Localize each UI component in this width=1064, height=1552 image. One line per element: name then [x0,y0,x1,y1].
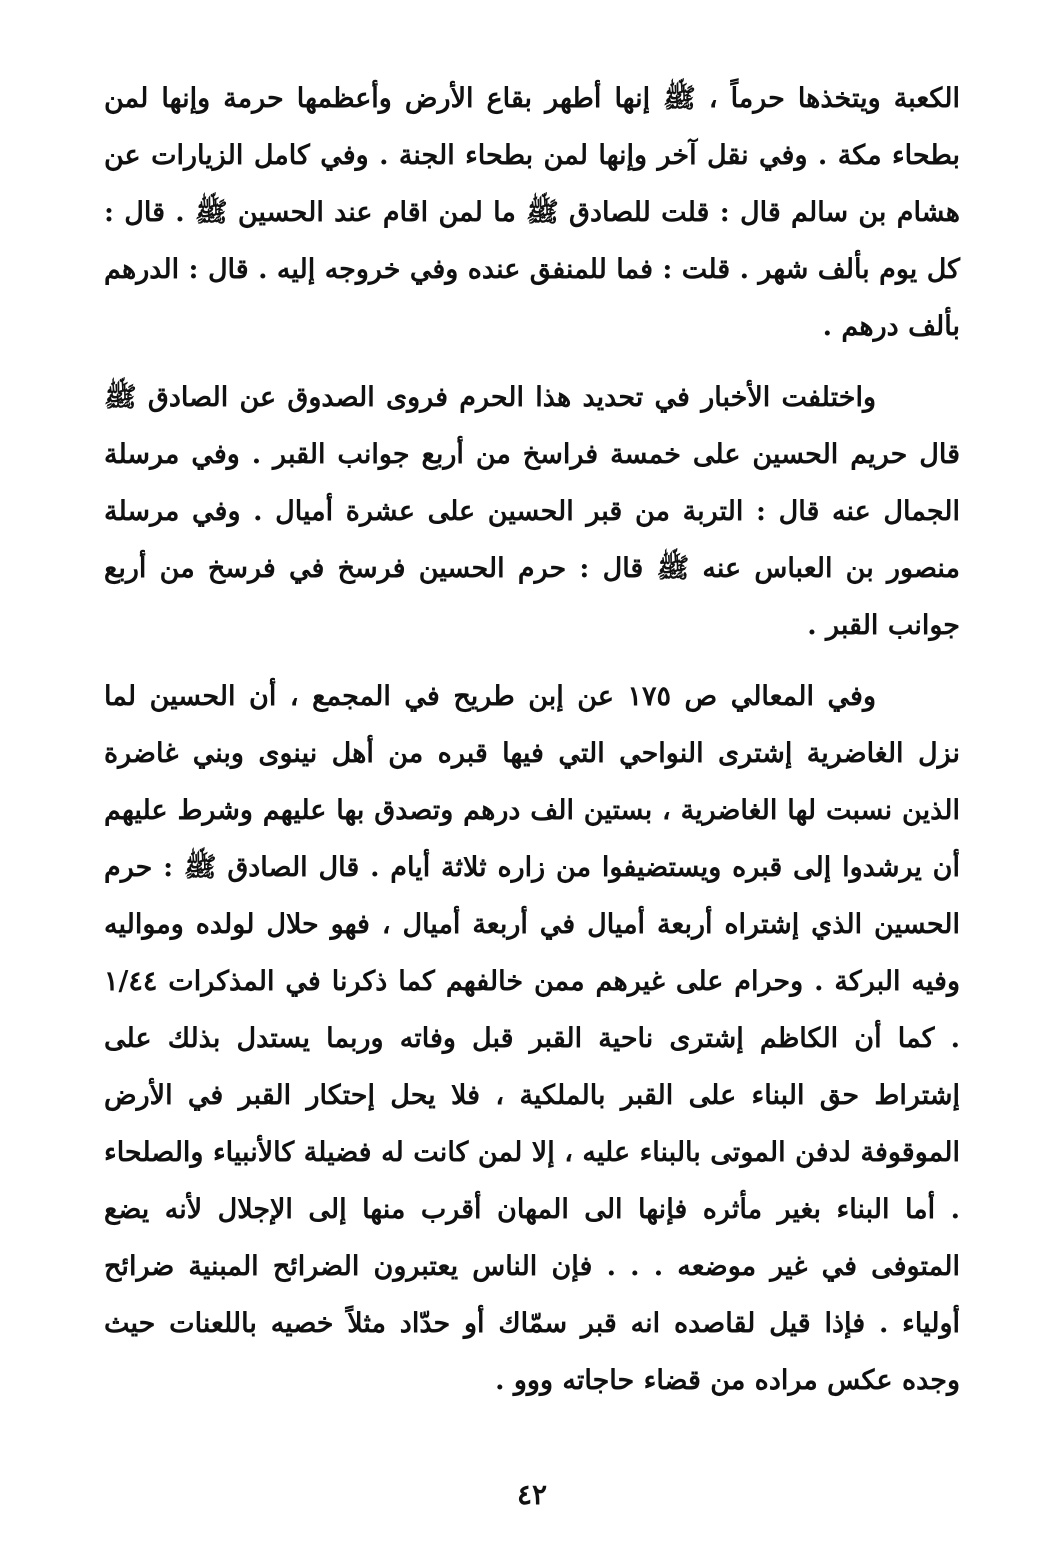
page-body [104,70,960,1423]
page-number: ٤٢ [516,1478,548,1511]
paragraph-1: الكعبة ويتخذها حرماً ، ﷺ إنها أطهر بقاع الأرض وأعظمها حرمة وإنها لمن بطحاء مكة . وفي نقل آخر وإنها لمن بطحاء الجنة . وفي كامل الزيارات عن هشام بن سالم قال : قلت للصادق ﷺ ما لمن اقام عند الحسين ﷺ . قال : كل يوم بألف شهر . قلت : فما للمنفق عنده وفي خروجه إليه . قال : الدرهم بألف درهم . [104,83,960,342]
paragraph-3: وفي المعالي ص ١٧٥ عن إبن طريح في المجمع ، أن الحسين لما نزل الغاضرية إشترى النواحي التي فيها قبره من أهل نينوى وبني غاضرة الذين نسبت لها الغاضرية ، بستين الف درهم وتصدق بها عليهم وشرط عليهم أن يرشدوا إلى قبره ويستضيفوا من زاره ثلاثة أيام . قال الصادق ﷺ : حرم الحسين الذي إشتراه أربعة أميال في أربعة أميال ، فهو حلال لولده ومواليه وفيه البركة . وحرام على غيرهم ممن خالفهم كما ذكرنا في المذكرات ١/٤٤ . كما أن الكاظم إشترى ناحية القبر قبل وفاته وربما يستدل بذلك على إشتراط حق البناء على القبر بالملكية ، فلا يحل إحتكار القبر في الأرض الموقوفة لدفن الموتى بالبناء عليه ، إلا لمن كانت له فضيلة كالأنبياء والصلحاء . أما البناء بغير مأثره فإنها الى المهان أقرب منها إلى الإجلال لأنه يضع المتوفى في غير موضعه . . . فإن الناس يعتبرون الضرائح المبنية ضرائح أولياء . فإذا قيل لقاصده انه قبر سمّاك أو حدّاد مثلاً خصيه باللعنات حيث وجده عكس مراده من قضاء حاجاته ووو . [104,681,961,1396]
paragraph-2: واختلفت الأخبار في تحديد هذا الحرم فروى الصدوق عن الصادق ﷺ قال حريم الحسين على خمسة فراسخ من أربع جوانب القبر . وفي مرسلة الجمال عنه قال : التربة من قبر الحسين على عشرة أميال . وفي مرسلة منصور بن العباس عنه ﷺ قال : حرم الحسين فرسخ في فرسخ من أربع جوانب القبر . [104,382,960,641]
